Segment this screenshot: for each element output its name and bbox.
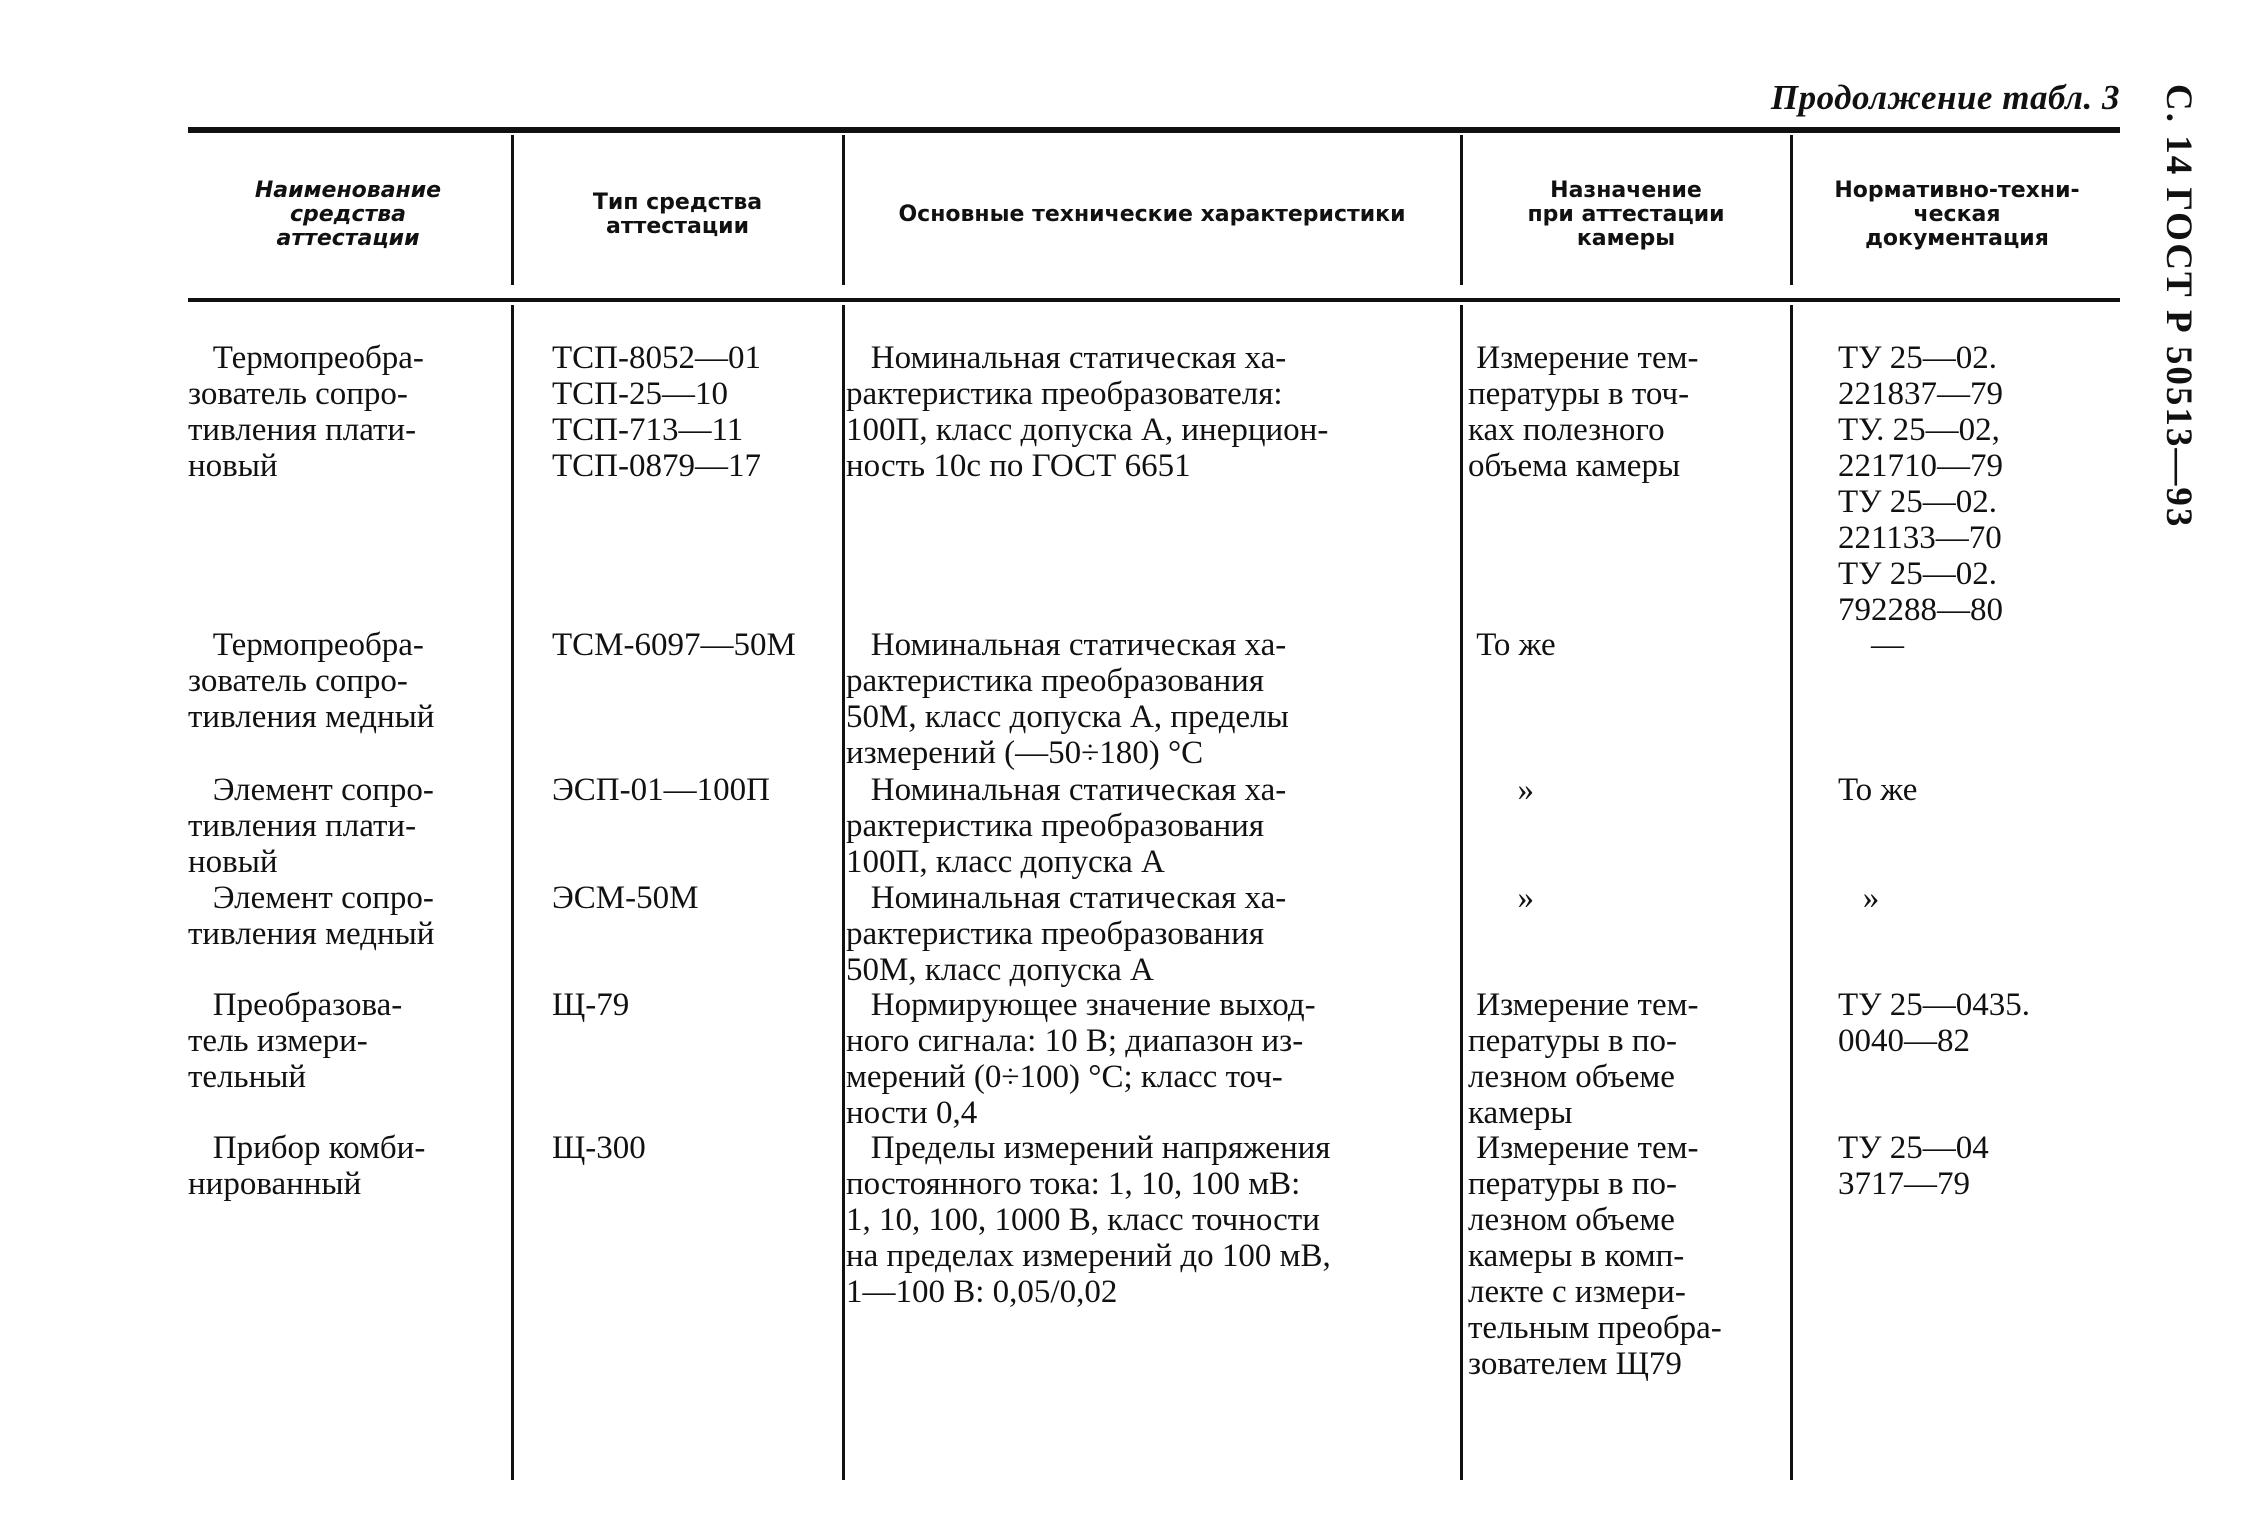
column-header-name: Наименование средства аттестации xyxy=(254,178,442,251)
cell-type: ТСМ-6097—50М xyxy=(552,627,796,663)
cell-purpose: » xyxy=(1468,880,1534,916)
cell-spec: Номинальная статическая ха- рактеристика преобразования 100П, класс допуска А xyxy=(846,772,1287,880)
cell-spec: Нормирующее значение выход- ного сигнала: 10 В; диапазон из- мерений (0÷100) °С; класс точ- ности 0,4 xyxy=(846,987,1316,1131)
table-top-rule xyxy=(188,127,2120,133)
document-side-label: С. 14 ГОСТ Р 50513—93 xyxy=(2158,84,2199,529)
column-header-specs: Основные технические характеристики xyxy=(898,202,1406,228)
column-header-type: Тип средства аттестации xyxy=(592,190,763,239)
cell-docs: ТУ 25—04 3717—79 xyxy=(1838,1130,1989,1202)
cell-purpose: То же xyxy=(1468,627,1556,663)
cell-docs: — xyxy=(1838,627,1904,663)
cell-name: Элемент сопро- тивления плати- новый xyxy=(188,772,434,880)
cell-type: Щ-300 xyxy=(552,1130,646,1166)
cell-name: Элемент сопро- тивления медный xyxy=(188,880,435,952)
column-divider-2 xyxy=(842,305,845,1480)
cell-purpose: Измерение тем- пературы в по- лезном объеме камеры в комп- лекте с измери- тельным преобра- зователем Щ79 xyxy=(1468,1130,1722,1382)
cell-name: Термопреобра- зователь сопро- тивления плати- новый xyxy=(188,340,424,484)
column-divider-4 xyxy=(1790,305,1793,1480)
cell-name: Термопреобра- зователь сопро- тивления медный xyxy=(188,627,435,735)
cell-purpose: Измерение тем- пературы в точ- ках полезного объема камеры xyxy=(1468,340,1699,484)
column-divider-4 xyxy=(1790,135,1793,285)
column-divider-2 xyxy=(842,135,845,285)
column-divider-3 xyxy=(1460,135,1463,285)
cell-purpose: Измерение тем- пературы в по- лезном объеме камеры xyxy=(1468,987,1699,1131)
cell-docs: » xyxy=(1838,880,1880,916)
cell-spec: Пределы измерений напряжения постоянного тока: 1, 10, 100 мВ: 1, 10, 100, 1000 В, класс точности на пределах измерений до 100 мВ, 1—100 В: 0,05/0,02 xyxy=(846,1130,1331,1310)
cell-docs: ТУ 25—0435. 0040—82 xyxy=(1838,987,2031,1059)
column-divider-3 xyxy=(1460,305,1463,1480)
cell-type: ЭСМ-50М xyxy=(552,880,699,916)
column-divider-1 xyxy=(511,135,514,285)
cell-spec: Номинальная статическая ха- рактеристика преобразования 50М, класс допуска А, пределы измерений (—50÷180) °С xyxy=(846,627,1289,771)
cell-type: ЭСП-01—100П xyxy=(552,772,770,808)
cell-name: Прибор комби- нированный xyxy=(188,1130,426,1202)
cell-type: Щ-79 xyxy=(552,987,630,1023)
cell-purpose: » xyxy=(1468,772,1534,808)
cell-name: Преобразова- тель измери- тельный xyxy=(188,987,403,1095)
cell-docs: То же xyxy=(1838,772,1918,808)
column-header-docs: Нормативно-техни- ческая документация xyxy=(1834,178,2080,251)
cell-type: ТСП-8052—01 ТСП-25—10 ТСП-713—11 ТСП-0879—17 xyxy=(552,340,761,484)
page-header-continuation: Продолжение табл. 3 xyxy=(1770,78,2120,117)
column-divider-1 xyxy=(511,305,514,1480)
cell-spec: Номинальная статическая ха- рактеристика преобразования 50М, класс допуска А xyxy=(846,880,1287,988)
table-header-rule xyxy=(188,298,2120,302)
column-header-purpose: Назначение при аттестации камеры xyxy=(1527,178,1725,251)
cell-spec: Номинальная статическая ха- рактеристика преобразователя: 100П, класс допуска А, инерцион- ность 10с по ГОСТ 6651 xyxy=(846,340,1329,484)
cell-docs: ТУ 25—02. 221837—79 ТУ. 25—02, 221710—79 ТУ 25—02. 221133—70 ТУ 25—02. 792288—80 xyxy=(1838,340,2003,628)
